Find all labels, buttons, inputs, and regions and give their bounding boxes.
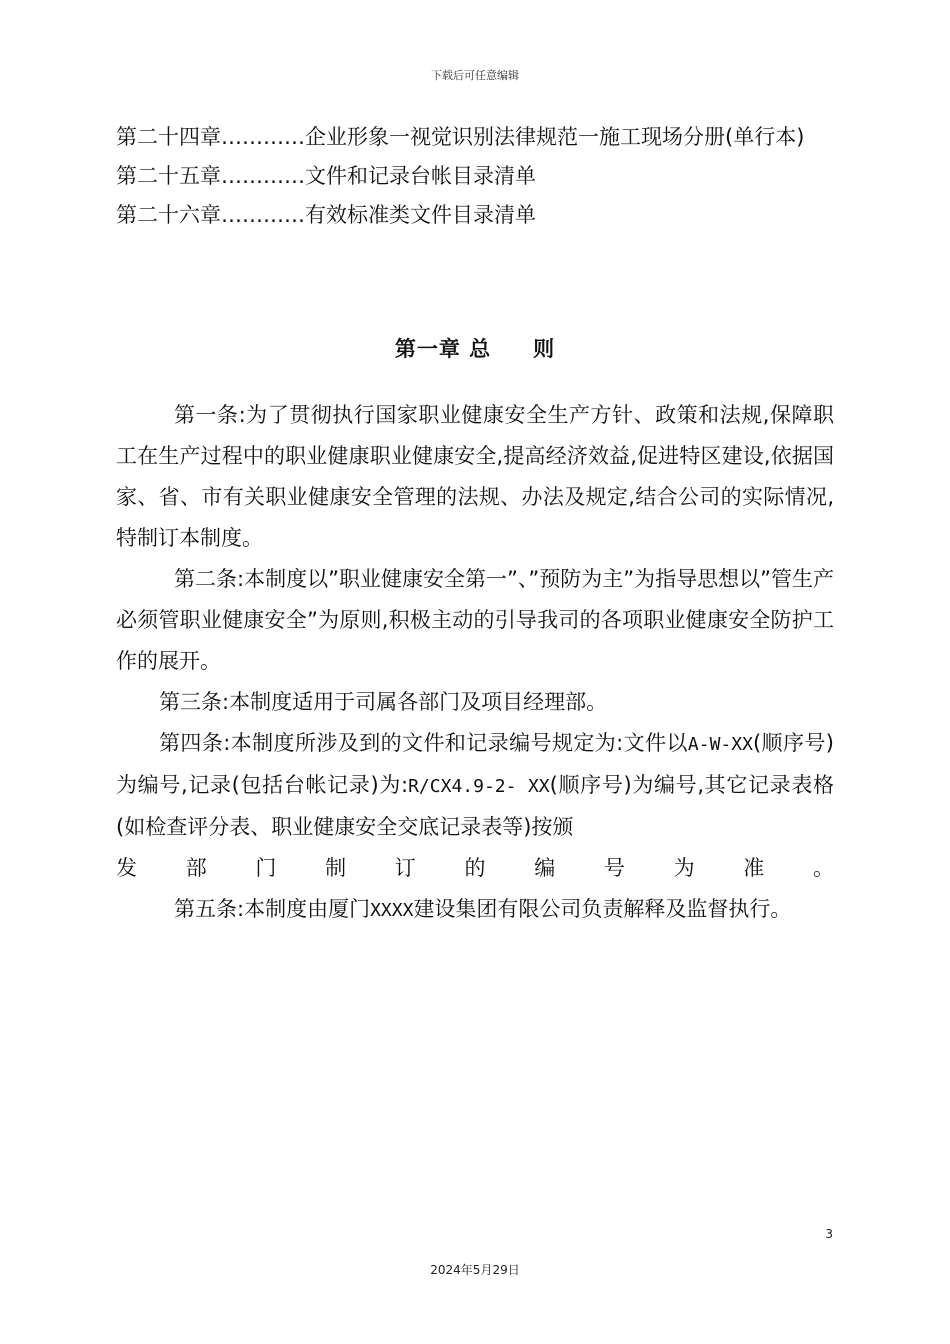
- chapter-title-part1: 第一章 总: [394, 337, 492, 361]
- article-5-text-2: 建设集团有限公司负责解释及监督执行。: [413, 897, 792, 921]
- article-4-record-code: R/CX4.9-2- XX: [408, 776, 550, 797]
- page-number: 3: [825, 1227, 833, 1241]
- page-footer-date: 2024年5月29日: [430, 1263, 520, 1277]
- article-2: 第二条:本制度以”职业健康安全第一”、”预防为主”为指导思想以”管生产必须管职业健康安全”为原则,积极主动的引导我司的各项职业健康安全防护工作的展开。: [116, 567, 834, 673]
- article-4-file-code: A-W-XX: [687, 734, 753, 755]
- toc-item-chapter-24: 第二十四章…………企业形象一视觉识别法律规范一施工现场分册(单行本): [116, 125, 805, 149]
- toc-item-chapter-26: 第二十六章…………有效标准类文件目录清单: [116, 203, 536, 227]
- article-5-company-code: XXXX: [370, 900, 414, 921]
- article-4-text-3: (顺序号)为编号,其它记录表格(如检查评分表、职业健康安全交底记录表等)按颁: [116, 773, 834, 839]
- table-of-contents: [116, 118, 836, 235]
- chapter-body: [116, 395, 834, 931]
- page-header: 下载后可任意编辑: [431, 69, 519, 82]
- article-5-text-1: 第五条:本制度由厦门: [174, 897, 371, 921]
- toc-item-chapter-25: 第二十五章…………文件和记录台帐目录清单: [116, 164, 536, 188]
- article-4: [116, 723, 834, 848]
- article-5: [116, 889, 834, 931]
- article-3: 第三条:本制度适用于司属各部门及项目经理部。: [159, 690, 608, 714]
- chapter-title-part2: 则: [533, 337, 556, 361]
- article-4-text-2: (顺序号)为编号,记录(包括台帐记录)为:: [116, 731, 834, 797]
- article-4-last-line: 发部门制订的编号为准。: [116, 856, 834, 880]
- article-1: 第一条:为了贯彻执行国家职业健康安全生产方针、政策和法规,保障职工在生产过程中的职业健康职业健康安全,提高经济效益,促进特区建设,依据国家、省、市有关职业健康安全管理的法规、办法及规定,结合公司的实际情况,特制订本制度。: [116, 403, 834, 550]
- article-4-text-1: 第四条:本制度所涉及到的文件和记录编号规定为:文件以: [159, 731, 688, 755]
- chapter-title: [0, 333, 950, 363]
